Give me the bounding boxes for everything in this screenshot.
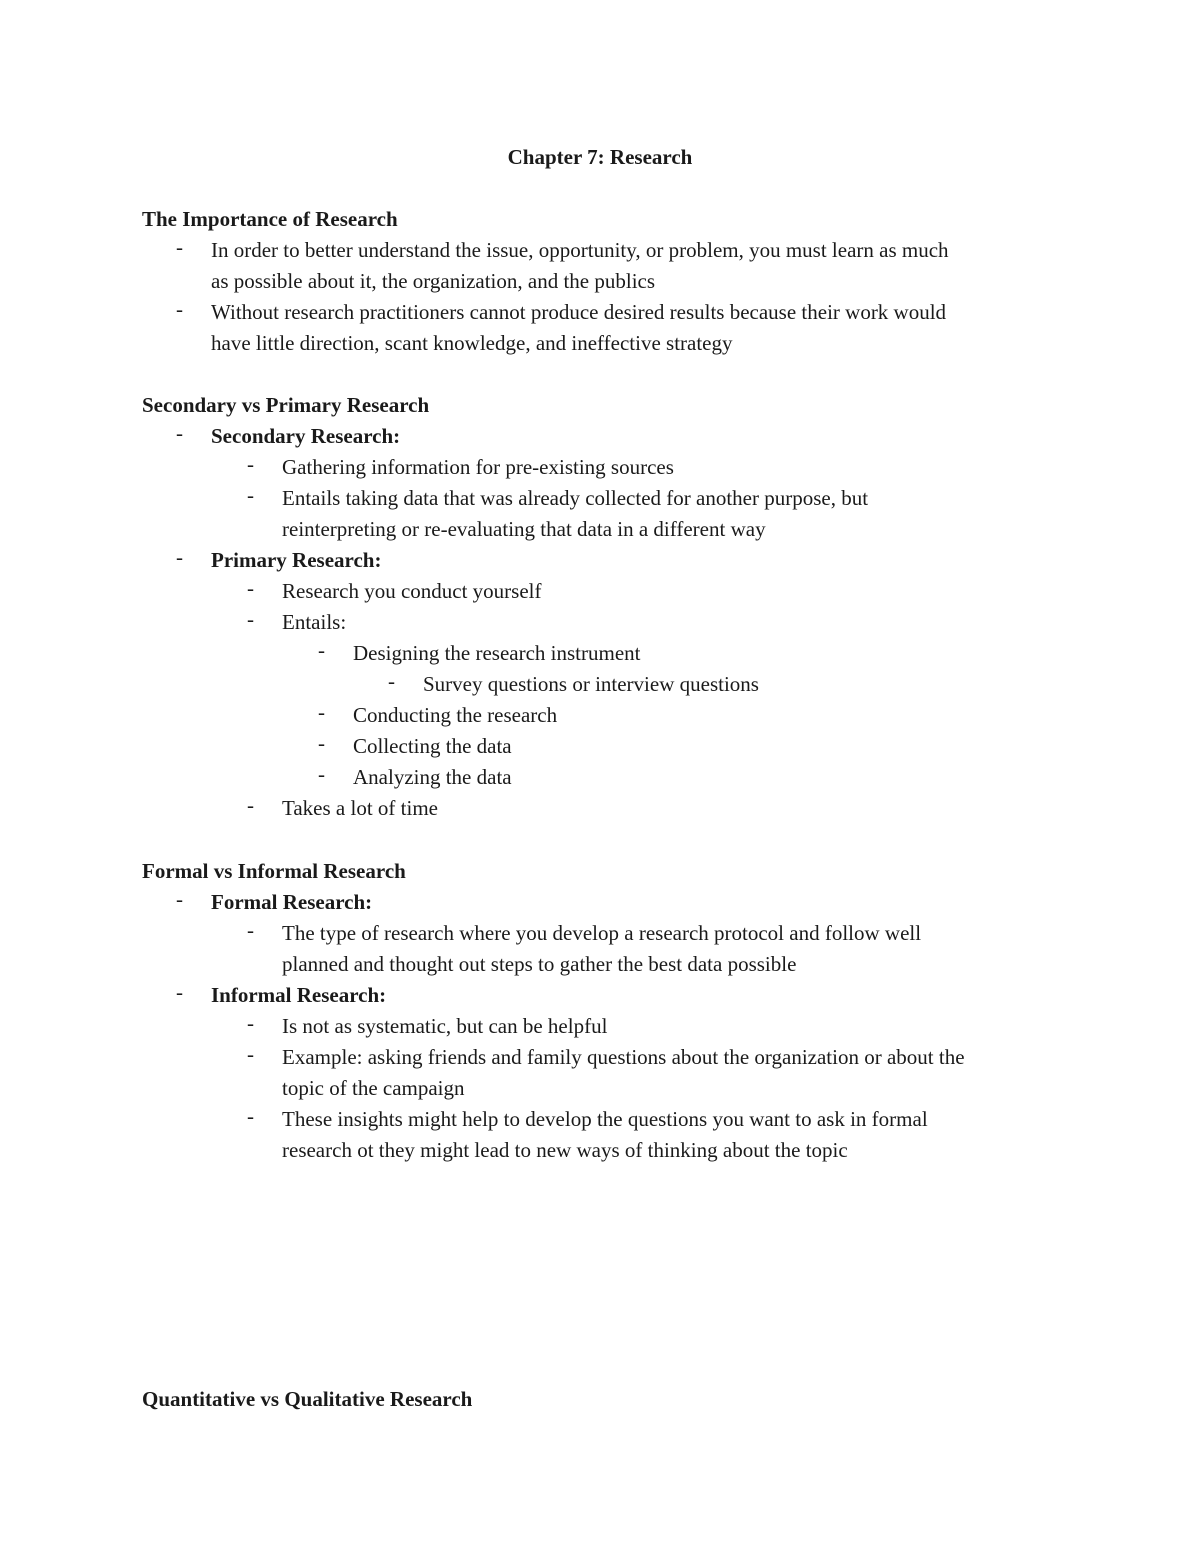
- section-heading: The Importance of Research: [142, 207, 398, 231]
- bullet-dash: -: [247, 607, 254, 631]
- list-item: - Example: asking friends and family questions about the organization or about the topic of the campaign: [247, 1042, 965, 1100]
- section-formal-informal: [142, 856, 1062, 1166]
- list-item: - Informal Research:: [176, 980, 387, 1007]
- list-item: - These insights might help to develop the questions you want to ask in formal research ot they might lead to new ways of thinking about the topic: [247, 1104, 928, 1162]
- bullet-dash: -: [176, 980, 183, 1004]
- list-item: - Designing the research instrument: [318, 638, 641, 665]
- list-item: - Gathering information for pre-existing sources: [247, 452, 674, 479]
- list-item: - Entails taking data that was already collected for another purpose, but reinterpreting or re-evaluating that data in a different way: [247, 483, 869, 541]
- bullet-dash: -: [247, 918, 254, 942]
- bullet-dash: -: [318, 638, 325, 662]
- list-item: - Primary Research:: [176, 545, 382, 572]
- bullet-dash: -: [318, 731, 325, 755]
- list-item: - Without research practitioners cannot produce desired results because their work would have little direction, scant knowledge, and ineffective strategy: [176, 297, 947, 355]
- bullet-dash: -: [176, 297, 183, 321]
- list-item: - In order to better understand the issue, opportunity, or problem, you must learn as much as possible about it, the organization, and the publics: [176, 235, 949, 293]
- list-item: - Research you conduct yourself: [247, 576, 542, 603]
- list-item: - Secondary Research:: [176, 421, 401, 448]
- section-heading: Quantitative vs Qualitative Research: [142, 1387, 473, 1411]
- list-item: - Survey questions or interview questions: [388, 669, 759, 696]
- section-secondary-primary: [142, 390, 1062, 824]
- section-heading: Formal vs Informal Research: [142, 859, 406, 883]
- section-importance: [142, 204, 1062, 359]
- list-item: - Conducting the research: [318, 700, 558, 727]
- bullet-dash: -: [318, 762, 325, 786]
- list-item: - Formal Research:: [176, 887, 373, 914]
- list-item: - Entails:: [247, 607, 347, 634]
- bullet-dash: -: [176, 887, 183, 911]
- bullet-dash: -: [247, 1011, 254, 1035]
- bullet-dash: -: [247, 793, 254, 817]
- bullet-dash: -: [176, 235, 183, 259]
- bullet-dash: -: [176, 421, 183, 445]
- list-item: - The type of research where you develop a research protocol and follow well planned and thought out steps to gather the best data possible: [247, 918, 922, 976]
- bullet-dash: -: [247, 576, 254, 600]
- bullet-dash: -: [247, 1104, 254, 1128]
- bullet-dash: -: [318, 700, 325, 724]
- bullet-dash: -: [247, 1042, 254, 1066]
- bullet-dash: -: [247, 483, 254, 507]
- list-item: - Collecting the data: [318, 731, 512, 758]
- section-heading: Secondary vs Primary Research: [142, 393, 430, 417]
- section-quantitative-qualitative: [142, 1384, 1062, 1415]
- page-title: Chapter 7: Research: [507, 145, 693, 169]
- list-item: - Is not as systematic, but can be helpful: [247, 1011, 608, 1038]
- list-item: - Analyzing the data: [318, 762, 512, 789]
- bullet-dash: -: [176, 545, 183, 569]
- bullet-dash: -: [247, 452, 254, 476]
- bullet-dash: -: [388, 669, 395, 693]
- list-item: - Takes a lot of time: [247, 793, 438, 820]
